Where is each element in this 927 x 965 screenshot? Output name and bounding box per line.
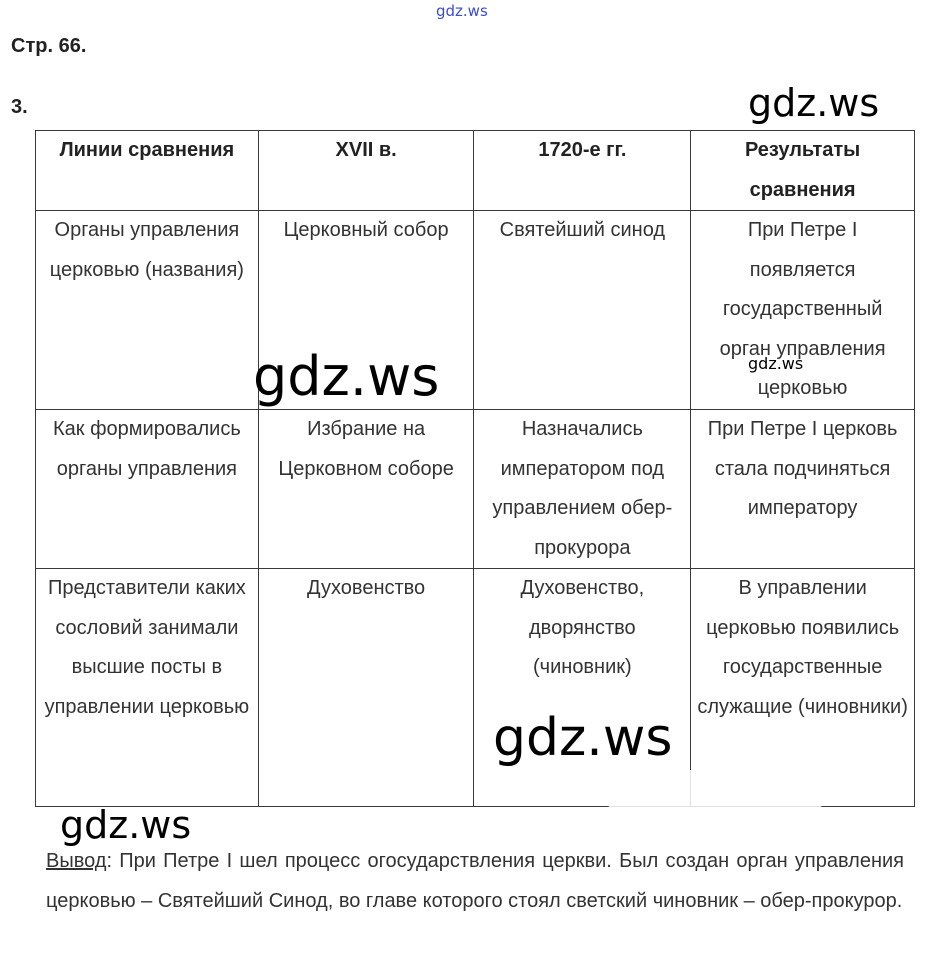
page-label: Стр. 66. (11, 35, 87, 57)
table-cell: Органы управления церковью (названия) (36, 211, 259, 410)
table-header-row (36, 131, 915, 211)
conclusion-paragraph (46, 842, 904, 921)
header-cell: Линии сравнения (36, 131, 259, 211)
conclusion-text: : При Петре I шел процесс огосударствления церкви. Был создан орган управления церковью – Святейший Синод, во главе которого стоял светский чиновник – обер-прокурор. (46, 850, 904, 912)
table-row (36, 410, 915, 569)
table-cell: Духовенство (258, 569, 474, 807)
smudge-mark (600, 770, 830, 810)
watermark-top: gdz.ws (436, 2, 488, 20)
watermark-bottom-left: gdz.ws (60, 803, 192, 847)
table-cell: При Петре I появляется государственный орган управления церковью (691, 211, 915, 410)
watermark-middle: gdz.ws (253, 345, 440, 408)
table-cell: Как формировались органы управления (36, 410, 259, 569)
table-cell: Назначались императором под управлением обер-прокурора (474, 410, 691, 569)
table-cell: Избрание на Церковном соборе (258, 410, 474, 569)
table-cell: Представители каких сословий занимали высшие посты в управлении церковью (36, 569, 259, 807)
table-cell: При Петре I церковь стала подчиняться императору (691, 410, 915, 569)
table-cell: Духовенство, дворянство (чиновник) (474, 569, 691, 807)
header-cell: Результаты сравнения (691, 131, 915, 211)
watermark-big-lower: gdz.ws (493, 708, 673, 768)
watermark-small: gdz.ws (748, 354, 804, 373)
table-cell: Церковный собор (258, 211, 474, 410)
conclusion-label: Вывод (46, 850, 107, 872)
table-cell: В управлении церковью появились государственные служащие (чиновники) (691, 569, 915, 807)
watermark-big-right: gdz.ws (748, 81, 880, 125)
header-cell: XVII в. (258, 131, 474, 211)
table-cell: Святейший синод (474, 211, 691, 410)
comparison-table (35, 130, 915, 807)
table-row (36, 211, 915, 410)
header-cell: 1720-е гг. (474, 131, 691, 211)
task-number: 3. (11, 96, 28, 118)
